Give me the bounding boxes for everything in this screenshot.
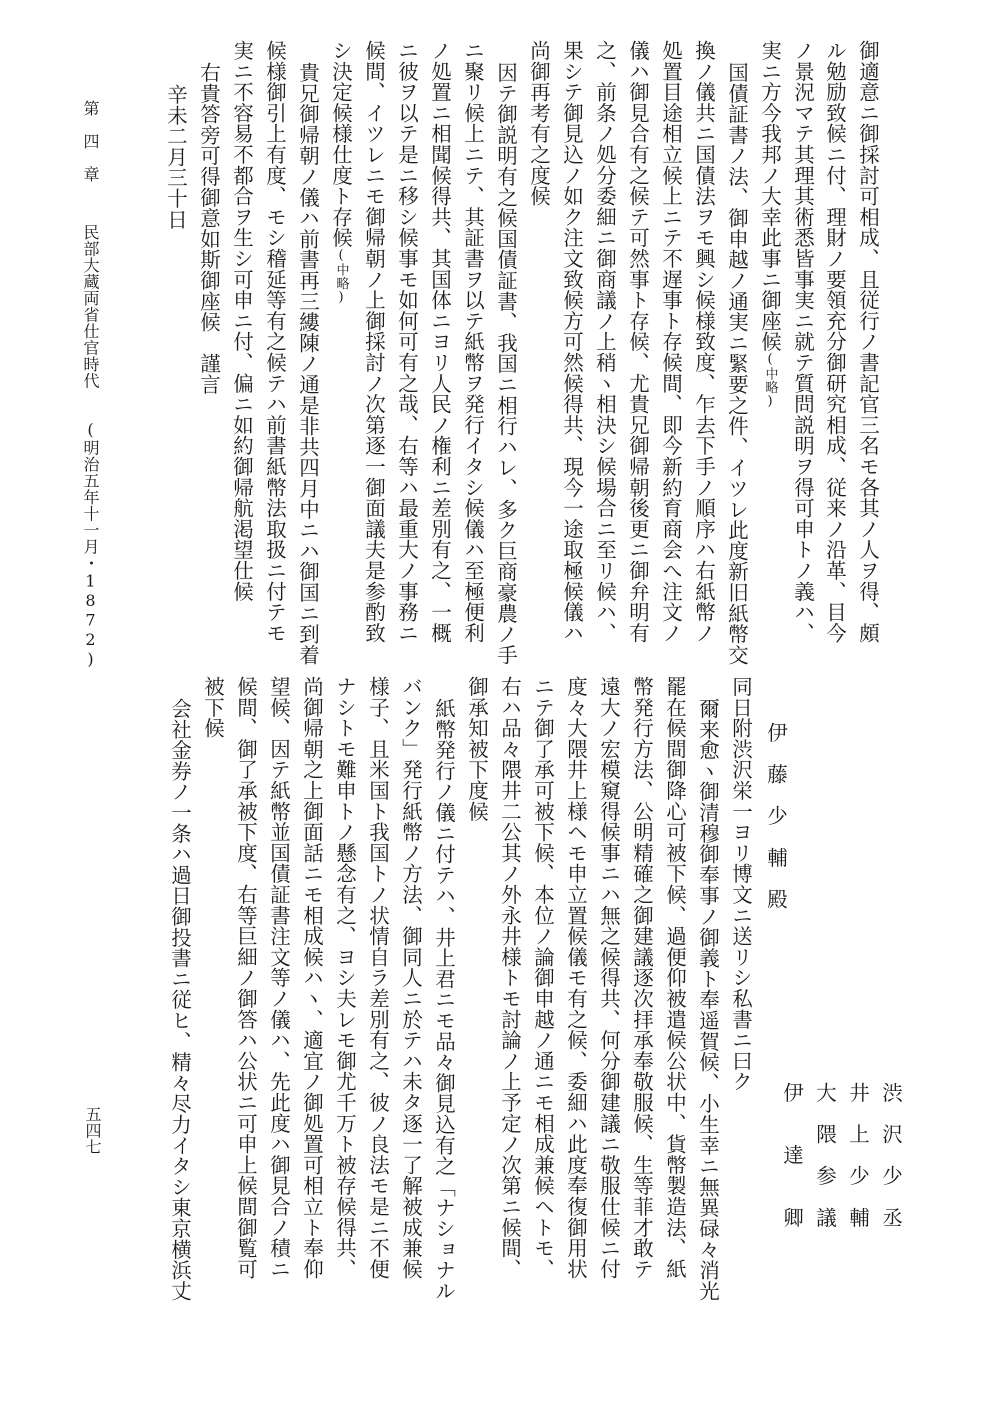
text-column: ナシトモ難申トノ懸念有之、ヨシ夫レモ御尤千万ト被存候得共、	[332, 676, 357, 1280]
text-column: 爾来愈ヽ御清穆御奉事ノ御義ト奉遥賀候、小生幸ニ無異碌々消光	[695, 698, 720, 1302]
text-column: ノ景況マテ其理其術悉皆事実ニ就テ質問説明ヲ得可申トノ義ハ、	[790, 40, 815, 644]
text-column: 被下候	[200, 676, 225, 739]
omission-note: (中略)	[333, 248, 349, 306]
signatory: 伊 達 卿	[779, 1082, 804, 1228]
signatory: 渋 沢 少 丞	[878, 1082, 903, 1228]
text-column: 幣発行方法、公明精確之御建議逐次拝承奉敬服候、生等菲才敢テ	[629, 676, 654, 1280]
text-column: 儀ハ御見合有之候テ可然事ト存候、尤貴兄御帰朝後更ニ御弁明有	[625, 40, 650, 644]
text-column: 御適意ニ御採討可相成、且従行ノ書記官三名モ各其ノ人ヲ得、頗	[855, 40, 880, 644]
signatory: 井 上 少 輔	[845, 1082, 870, 1228]
text-column: 尚御再考有之度候	[526, 40, 551, 207]
text-column: 様子、且米国ト我国トノ状情自ラ差別有之、彼ノ良法モ是ニ不便	[365, 676, 390, 1280]
text-column: 候間、御了承被下度、右等巨細ノ御答ハ公状ニ可申上候間御覧可	[233, 676, 258, 1280]
text-column: 会社金券ノ一条ハ過日御投書ニ従ヒ、精々尽力イタシ東京横浜丈	[167, 698, 192, 1302]
text-column: 処置目途相立候上ニテ不遅事ト存候間、即今新約育商会へ注文ノ	[658, 40, 683, 644]
text-column: シ決定候様仕度ト存候(中略)	[328, 40, 353, 306]
text-column: ノ処置ニ相聞候得共、其国体ニヨリ人民ノ権利ニ差別有之、一概	[427, 40, 452, 644]
text-column: 実ニ方今我邦ノ大幸此事ニ御座候(中略)	[757, 40, 782, 410]
omission-note: (中略)	[762, 352, 778, 410]
chapter-label: 第 四 章	[81, 100, 100, 183]
text-column: バンク」発行紙幣ノ方法、御同人ニ於テハ未タ逐一了解被成兼候	[398, 676, 423, 1280]
text-column: 遠大ノ宏模窺得候事ニハ無之候得共、何分御建議ニ敬服仕候ニ付	[596, 676, 621, 1280]
text-column: 貴兄御帰朝ノ儀ハ前書再三縷陳ノ通是非共四月中ニハ御国ニ到着	[295, 62, 320, 666]
text-column: ル勉励致候ニ付、理財ノ要領充分御研究相成、従来ノ沿革、目今	[822, 40, 847, 644]
text-column: 望候、因テ紙幣並国債証書注文等ノ儀ハ、先此度ハ御見合ノ積ニ	[266, 676, 291, 1280]
text-column: 候様御引上有度、モシ稽延等有之候テハ前書紙幣法取扱ニ付テモ	[262, 40, 287, 644]
text-column: 罷在候間御降心可被下候、過便仰被遣候公状中、貨幣製造法、紙	[662, 676, 687, 1280]
text-column: 換ノ儀共ニ国債法ヲモ興シ候様致度、乍去下手ノ順序ハ右紙幣ノ	[691, 40, 716, 644]
addressee: 伊 藤 少 輔 殿	[763, 722, 788, 910]
text-column: 紙幣発行ノ儀ニ付テハ、井上君ニモ品々御見込有之「ナショナル	[431, 698, 456, 1302]
page-number: 五四七	[83, 1106, 102, 1155]
text-column: ニ彼ヲ以テ是ニ移シ候事モ如何可有之哉、右等ハ最重大ノ事務ニ	[394, 40, 419, 644]
text-column: 御承知被下度候	[464, 676, 489, 822]
letter-intro: 同日附渋沢栄一ヨリ博文ニ送リシ私書ニ曰ク	[728, 676, 753, 1092]
text-column: 果シテ御見込ノ如ク注文致候方可然候得共、現今一途取極候儀ハ	[559, 40, 584, 644]
text-column: ニ聚リ候上ニテ、其証書ヲ以テ紙幣ヲ発行イタシ候儀ハ至極便利	[460, 40, 485, 644]
text-column: 之、前条ノ処分委細ニ御商議ノ上稍ヽ相決シ候場合ニ至リ候ハ、	[592, 40, 617, 644]
date-column: 辛未二月三十日	[163, 84, 188, 230]
chapter-title: 民部大蔵両省仕官時代	[81, 224, 100, 389]
text-column: 度々大隈井上様ヘモ申立置候儀モ有之候、委細ハ此度奉復御用状	[563, 676, 588, 1280]
text-column: ニテ御了承可被下候、本位ノ論御申越ノ通ニモ相成兼候ヘトモ、	[530, 676, 555, 1280]
text-column: 実ニ不容易不都合ヲ生シ可申ニ付、偏ニ如約御帰航渇望仕候	[229, 40, 254, 602]
signatory: 大 隈 参 議	[812, 1082, 837, 1228]
text-column: 国債証書ノ法、御申越ノ通実ニ緊要之件、イツレ此度新旧紙幣交	[724, 62, 749, 666]
text-column: 右貴答旁可得御意如斯御座候 謹言	[196, 62, 221, 395]
text-column: 尚御帰朝之上御面話ニモ相成候ハヽ、適宜ノ御処置可相立ト奉仰	[299, 676, 324, 1280]
text-column: 候間、イツレニモ御帰朝ノ上御採討ノ次第逐一御面議夫是参酌致	[361, 40, 386, 644]
text-column: 右ハ品々隈井二公其ノ外永井様トモ討論ノ上予定ノ次第ニ候間、	[497, 676, 522, 1280]
chapter-date: (明治五年十一月・1872)	[81, 420, 100, 669]
text-column: 因テ御説明有之候国債証書、我国ニ相行ハレ、多ク巨商豪農ノ手	[493, 62, 518, 666]
